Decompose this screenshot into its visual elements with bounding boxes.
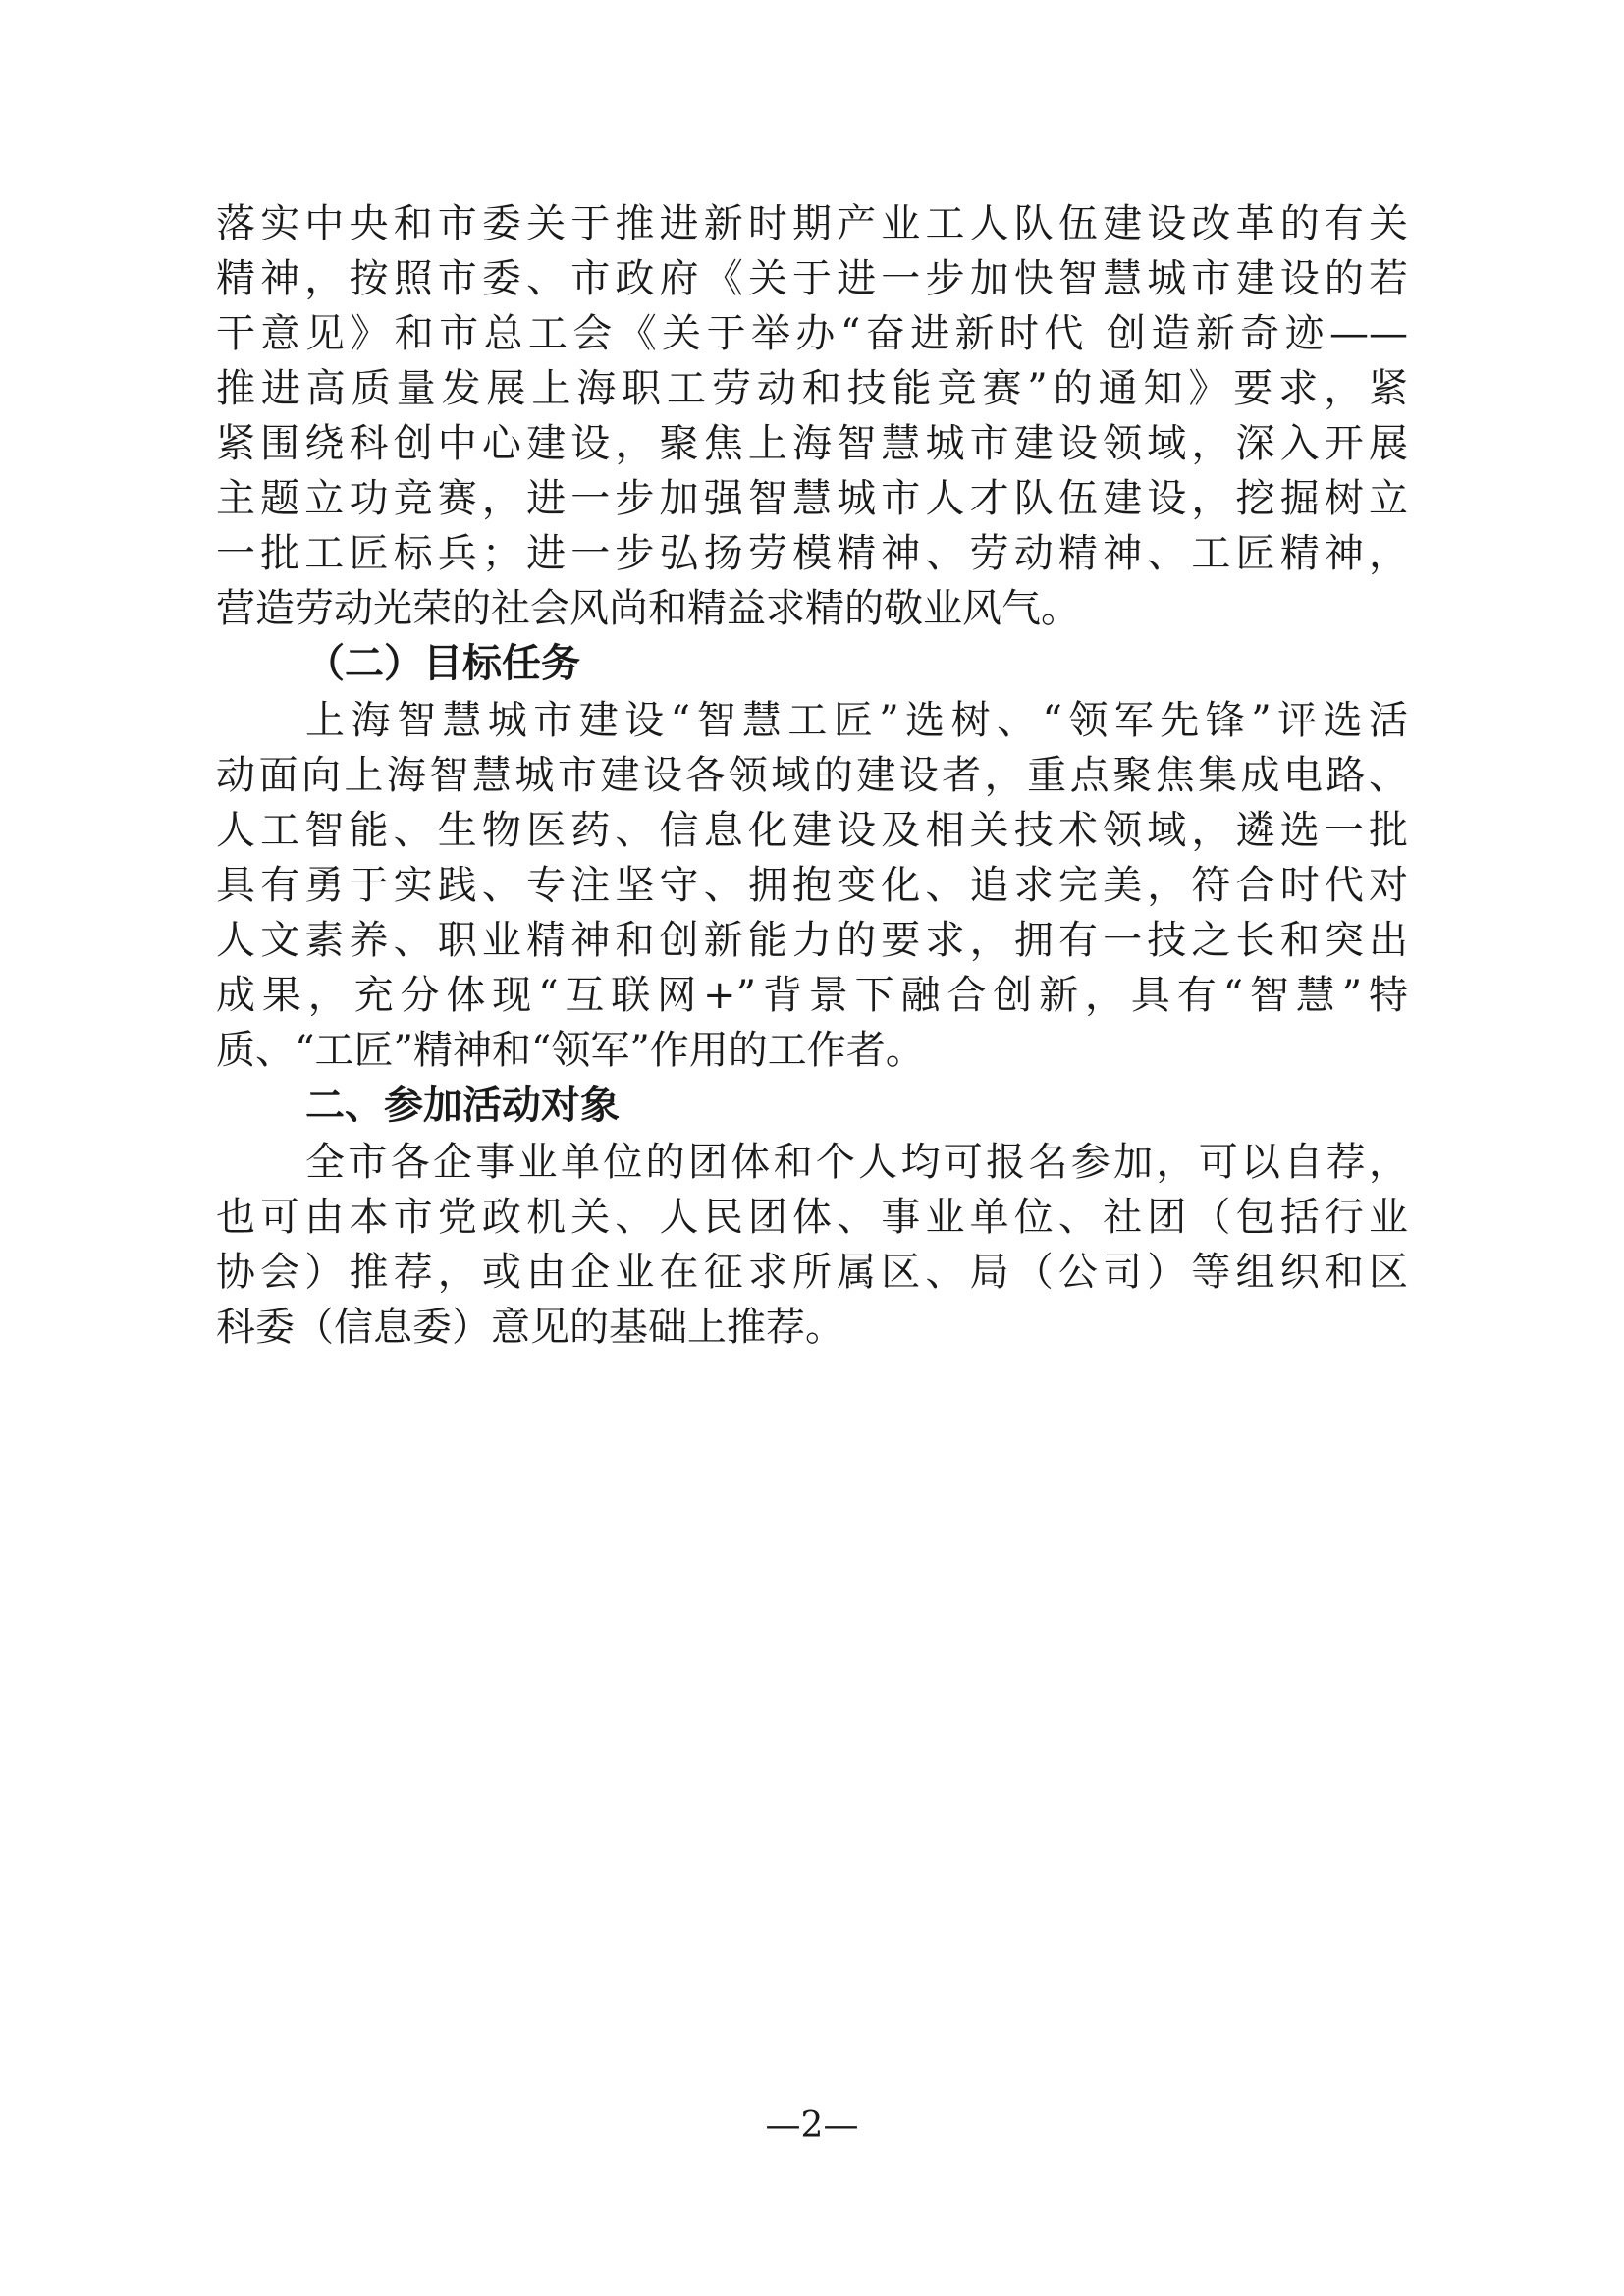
paragraph-line: 成果，充分体现“互联网+”背景下融合创新，具有“智慧”特 (216, 973, 1408, 1018)
paragraph-line: 也可由本市党政机关、人民团体、事业单位、社团（包括行业 (216, 1195, 1408, 1240)
paragraph-line: 推进高质量发展上海职工劳动和技能竞赛”的通知》要求，紧 (216, 366, 1408, 411)
paragraph-line: 科委（信息委）意见的基础上推荐。 (216, 1305, 844, 1350)
paragraph-line: 营造劳动光荣的社会风尚和精益求精的敬业风气。 (216, 586, 1080, 631)
paragraph-line: 精神，按照市委、市政府《关于进一步加快智慧城市建设的若 (216, 256, 1408, 301)
paragraph-line: 人工智能、生物医药、信息化建设及相关技术领域，遴选一批 (216, 808, 1408, 853)
paragraph-line: 主题立功竞赛，进一步加强智慧城市人才队伍建设，挖掘树立 (216, 476, 1408, 521)
paragraph-line: 一批工匠标兵；进一步弘扬劳模精神、劳动精神、工匠精神， (216, 531, 1408, 576)
section-heading-targets: （二）目标任务 (305, 641, 580, 686)
paragraph-line: 人文素养、职业精神和创新能力的要求，拥有一技之长和突出 (216, 918, 1408, 963)
paragraph-line: 具有勇于实践、专注坚守、拥抱变化、追求完美，符合时代对 (216, 863, 1408, 908)
paragraph-line: 干意见》和市总工会《关于举办“奋进新时代 创造新奇迹—— (216, 311, 1408, 356)
paragraph-line: 质、“工匠”精神和“领军”作用的工作者。 (216, 1028, 925, 1073)
section-heading-participants: 二、参加活动对象 (305, 1083, 620, 1128)
paragraph-line: 紧围绕科创中心建设，聚焦上海智慧城市建设领域，深入开展 (216, 421, 1408, 466)
paragraph-line: 协会）推荐，或由企业在征求所属区、局（公司）等组织和区 (216, 1250, 1408, 1295)
paragraph-line: 落实中央和市委关于推进新时期产业工人队伍建设改革的有关 (216, 201, 1408, 246)
page-number: —2— (765, 2106, 859, 2146)
paragraph-line: 动面向上海智慧城市建设各领域的建设者，重点聚焦集成电路、 (216, 753, 1408, 798)
paragraph-line: 上海智慧城市建设“智慧工匠”选树、“领军先锋”评选活 (305, 698, 1408, 743)
paragraph-line: 全市各企事业单位的团体和个人均可报名参加，可以自荐， (305, 1140, 1408, 1185)
